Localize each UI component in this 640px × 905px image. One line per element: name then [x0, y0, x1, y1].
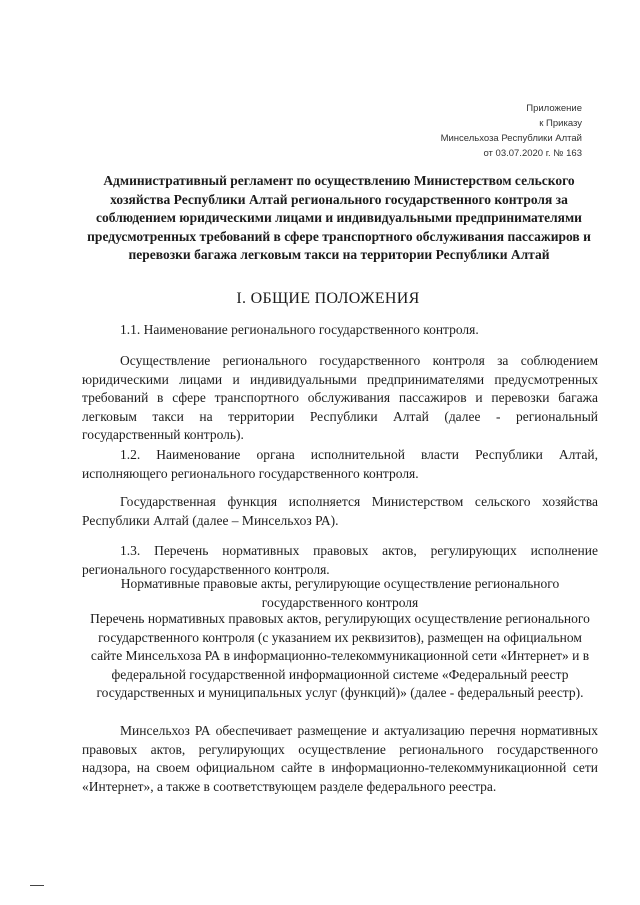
- appendix-header: [441, 101, 582, 161]
- paragraph-1-1: 1.1. Наименование регионального государственного контроля.: [120, 322, 479, 337]
- paragraph-legal-acts-list: Перечень нормативных правовых актов, регулирующих осуществление регионального государственного контроля (с указанием их реквизитов), размещен на официальном сайте Минсельхоза РА в информационно-телекоммуникационной сети «Интернет» и в федеральной государственной информационной системе «Федеральный реестр государственных и муниципальных услуг (функций)» (далее - федеральный реестр).: [90, 611, 590, 700]
- document-title: Административный регламент по осуществлению Министерством сельского хозяйства Республики Алтай регионального государственного контроля за соблюдением юридическими лицами и индивидуальными предпринимателями предусмотренных требований в сфере транспортного обслуживания пассажиров и перевозки багажа легковым такси на территории Республики Алтай: [87, 173, 591, 262]
- paragraph-publication: Минсельхоз РА обеспечивает размещение и актуализацию перечня нормативных правовых актов, регулирующих осуществление регионального государственного надзора, на своем официальном сайте в информационно-телекоммуникационной сети «Интернет», а также в соответствующем разделе федерального реестра.: [82, 723, 598, 794]
- subheading-legal-acts: Нормативные правовые акты, регулирующие осуществление регионального государственного контроля: [120, 576, 560, 610]
- appendix-line-2: к Приказу: [539, 118, 582, 129]
- paragraph-control-definition: Осуществление регионального государственного контроля за соблюдением юридическими лицами и индивидуальными предпринимателями предусмотренных требований в сфере транспортного обслуживания пассажиров и перевозки багажа легковым такси на территории Республики Алтай (далее - региональный государственный контроль).: [82, 353, 598, 442]
- section-heading: I. ОБЩИЕ ПОЛОЖЕНИЯ: [236, 290, 420, 307]
- appendix-line-3: Минсельхоза Республики Алтай: [440, 133, 582, 144]
- paragraph-function-executor: Государственная функция исполняется Министерством сельского хозяйства Республики Алтай (далее – Минсельхоз РА).: [82, 494, 598, 528]
- paragraph-1-2: 1.2. Наименование органа исполнительной власти Республики Алтай, исполняющего регионального государственного контроля.: [82, 447, 598, 481]
- appendix-line-4: от 03.07.2020 г. № 163: [483, 148, 582, 159]
- appendix-line-1: Приложение: [526, 103, 582, 114]
- scan-mark: [30, 885, 44, 886]
- paragraph-1-3: 1.3. Перечень нормативных правовых актов, регулирующих исполнение регионального государственного контроля.: [82, 543, 598, 577]
